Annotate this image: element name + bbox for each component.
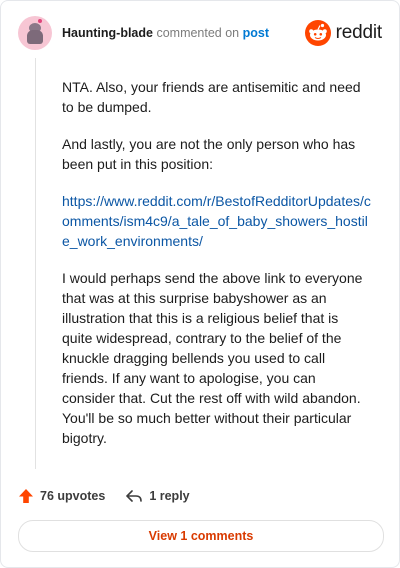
comment-paragraph: And lastly, you are not the only person who has been put in this position: bbox=[62, 136, 356, 172]
comment-body bbox=[62, 77, 372, 465]
comment-header bbox=[18, 16, 382, 50]
comment-paragraph: I would perhaps send the above link to everyone that was at this surprise babyshower as an illustration that this is a religious belief that is quite widespread, contrary to the belief of the knuckle dragging bellends you used to call friends. If any want to apologise, you can consider that. Cut the rest off with wild abandon. You'll be so much better without their particular bigotry. bbox=[62, 270, 363, 446]
reply-arrow-icon bbox=[125, 488, 143, 504]
upvote-arrow-icon bbox=[18, 488, 34, 504]
comment-link[interactable]: https://www.reddit.com/r/BestofRedditorUpdates/comments/ism4c9/a_tale_of_baby_showers_hostile_work_environments/ bbox=[62, 193, 371, 249]
reddit-brand[interactable] bbox=[305, 20, 382, 46]
thread-line bbox=[35, 58, 36, 469]
comment-paragraph: NTA. Also, your friends are antisemitic and need to be dumped. bbox=[62, 79, 361, 115]
reddit-wordmark: reddit bbox=[335, 22, 382, 43]
reddit-logo-icon bbox=[305, 20, 331, 46]
comment-meta bbox=[62, 25, 269, 41]
username-link[interactable]: Haunting-blade bbox=[62, 26, 153, 40]
commented-on-text: commented on bbox=[156, 26, 240, 40]
comment-actions bbox=[18, 487, 190, 505]
upvote-count: 76 upvotes bbox=[40, 489, 106, 503]
reply-button[interactable] bbox=[125, 488, 189, 504]
post-link[interactable]: post bbox=[242, 26, 270, 40]
upvote-button[interactable] bbox=[18, 488, 105, 504]
reply-count: 1 reply bbox=[149, 489, 190, 503]
snoo-avatar-icon[interactable] bbox=[18, 16, 52, 50]
view-comments-button[interactable]: View 1 comments bbox=[18, 520, 384, 552]
